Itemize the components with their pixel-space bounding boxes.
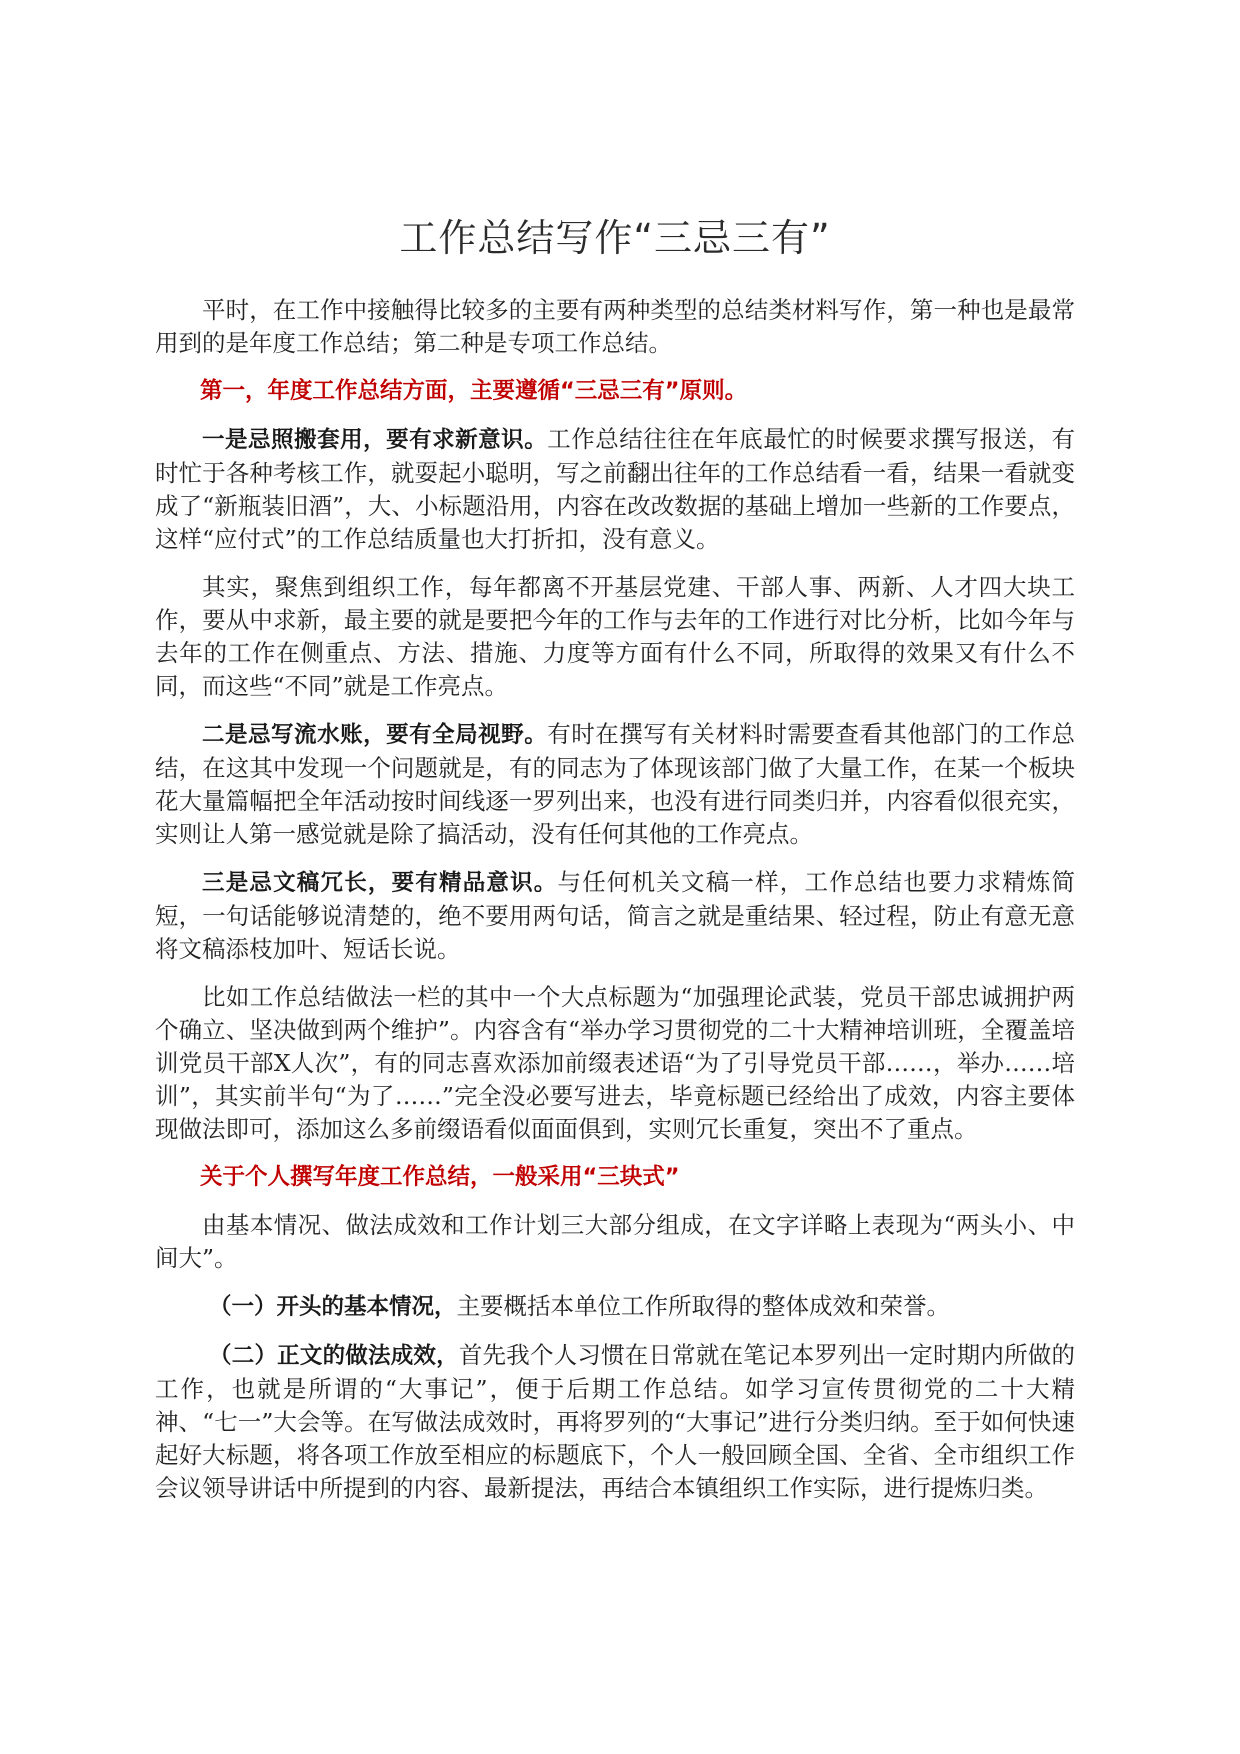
document-page	[155, 210, 1075, 1520]
point2-paragraph	[155, 718, 1075, 851]
point1-extra-paragraph: 其实，聚焦到组织工作，每年都离不开基层党建、干部人事、两新、人才四大块工作，要从中求新，最主要的就是要把今年的工作与去年的工作进行对比分析，比如今年与去年的工作在侧重点、方法、措施、力度等方面有什么不同，所取得的效果又有什么不同，而这些“不同”就是工作亮点。	[155, 573, 1075, 700]
point1-paragraph	[155, 423, 1075, 556]
section2-intro-paragraph: 由基本情况、做法成效和工作计划三大部分组成，在文字详略上表现为“两头小、中间大”。	[155, 1211, 1075, 1272]
point3-paragraph	[155, 866, 1075, 966]
sub2-paragraph	[155, 1339, 1075, 1505]
document-title: 工作总结写作“三忌三有”	[399, 216, 831, 260]
point3-lead: 三是忌文稿冗长，要有精品意识。	[202, 870, 558, 896]
sub1-paragraph	[155, 1290, 1075, 1324]
point1-lead: 一是忌照搬套用，要有求新意识。	[202, 427, 548, 453]
point2-lead: 二是忌写流水账，要有全局视野。	[202, 722, 548, 748]
point3-extra-paragraph: 比如工作总结做法一栏的其中一个大点标题为“加强理论武装，党员干部忠诚拥护两个确立、坚决做到两个维护”。内容含有“举办学习贯彻党的二十大精神培训班，全覆盖培训党员干部X人次”，有的同志喜欢添加前缀表述语“为了引导党员干部……，举办……培训”，其实前半句“为了……”完全没必要写进去，毕竟标题已经给出了成效，内容主要体现做法即可，添加这么多前缀语看似面面俱到，实则冗长重复，突出不了重点。	[155, 983, 1075, 1143]
point3-body: 与任何机关文稿一样，工作总结也要力求精炼简短，一句话能够说清楚的，绝不要用两句话，简言之就是重结果、轻过程，防止有意无意将文稿添枝加叶、短话长说。	[155, 868, 1075, 963]
section2-heading: 关于个人撰写年度工作总结，一般采用“三块式”	[200, 1164, 680, 1190]
sub2-body: 首先我个人习惯在日常就在笔记本罗列出一定时期内所做的工作，也就是所谓的“大事记”，便于后期工作总结。如学习宣传贯彻党的二十大精神、“七一”大会等。在写做法成效时，再将罗列的“大事记”进行分类归纳。至于如何快速起好大标题，将各项工作放至相应的标题底下，个人一般回顾全国、全省、全市组织工作会议领导讲话中所提到的内容、最新提法，再结合本镇组织工作实际，进行提炼归类。	[155, 1341, 1075, 1502]
point1-body: 工作总结往往在年底最忙的时候要求撰写报送，有时忙于各种考核工作，就耍起小聪明，写之前翻出往年的工作总结看一看，结果一看就变成了“新瓶装旧酒”，大、小标题沿用，内容在改改数据的基础上增加一些新的工作要点，这样“应付式”的工作总结质量也大打折扣，没有意义。	[155, 425, 1075, 553]
point2-body: 有时在撰写有关材料时需要查看其他部门的工作总结，在这其中发现一个问题就是，有的同志为了体现该部门做了大量工作，在某一个板块花大量篇幅把全年活动按时间线逐一罗列出来，也没有进行同类归并，内容看似很充实，实则让人第一感觉就是除了搞活动，没有任何其他的工作亮点。	[155, 720, 1075, 848]
sub1-lead: （一）开头的基本情况，	[209, 1294, 457, 1320]
sub2-lead: （二）正文的做法成效，	[209, 1343, 459, 1369]
intro-paragraph: 平时，在工作中接触得比较多的主要有两种类型的总结类材料写作，第一种也是最常用到的是年度工作总结；第二种是专项工作总结。	[155, 296, 1075, 357]
section1-heading: 第一，年度工作总结方面，主要遵循“三忌三有”原则。	[200, 378, 748, 404]
sub1-body: 主要概括本单位工作所取得的整体成效和荣誉。	[456, 1292, 951, 1320]
